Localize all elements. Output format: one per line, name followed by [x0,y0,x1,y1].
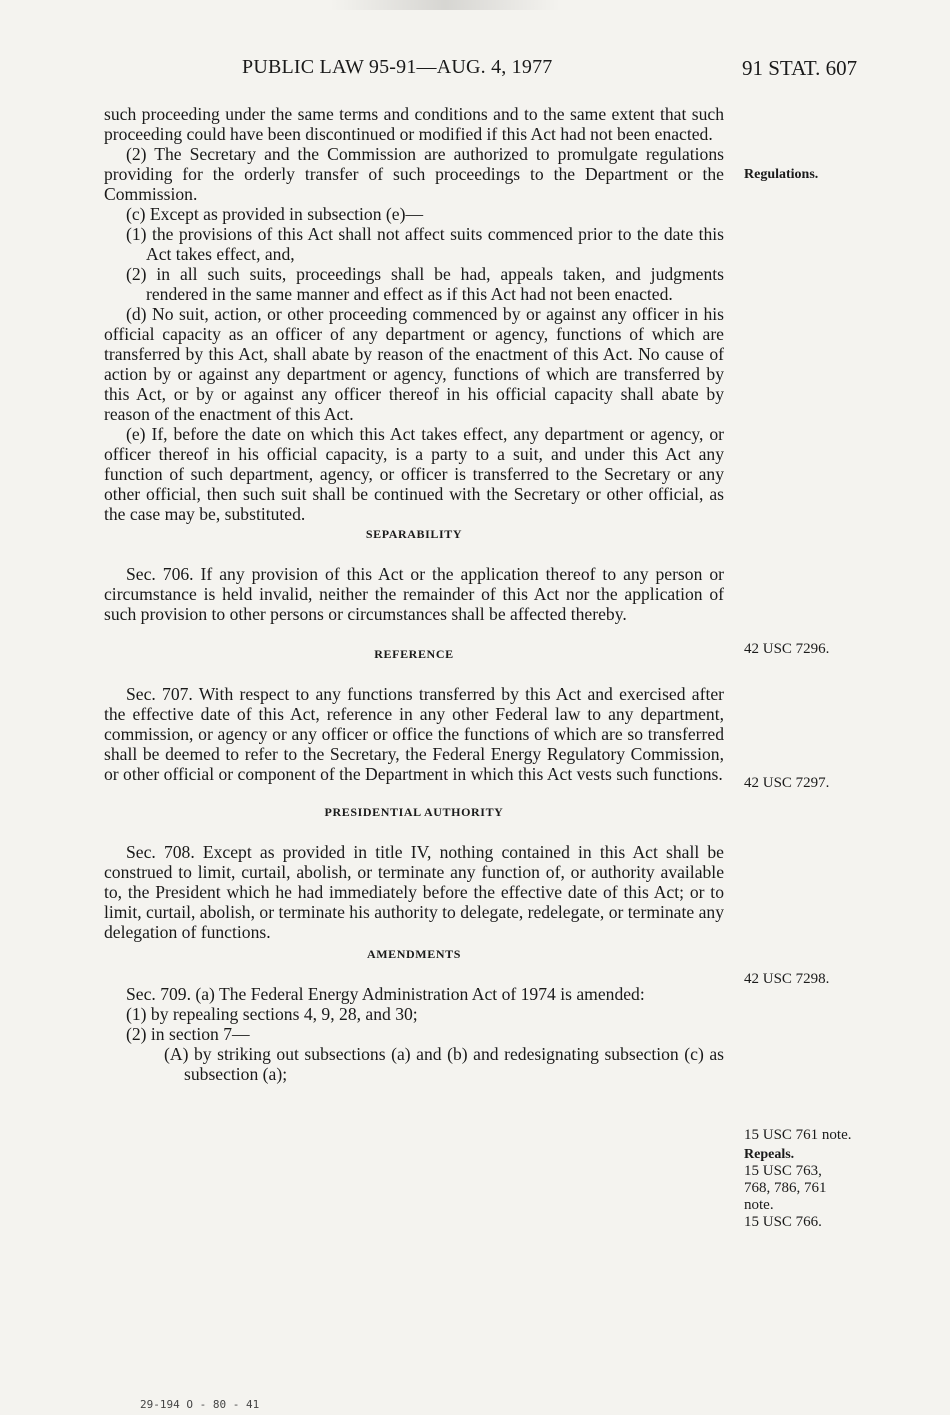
margin-note-usc: 42 USC 7296. [744,641,830,657]
margin-note-usc: note. [744,1197,774,1213]
paragraph: (A) by striking out subsections (a) and (b) and redesignating subsection (c) as subsection (a); [164,1044,724,1084]
margin-note-usc: 42 USC 7297. [744,775,830,791]
statute-page-number: 91 STAT. 607 [742,56,858,80]
section-heading-reference: REFERENCE [374,647,454,661]
margin-note-usc: 15 USC 763, [744,1163,822,1179]
section-heading-separability: SEPARABILITY [365,527,463,541]
paragraph: (2) The Secretary and the Commission are authorized to promulgate regulations providing for the orderly transfer of such proceedings to the Department or the Commission. [104,144,724,204]
paragraph: Sec. 709. (a) The Federal Energy Administration Act of 1974 is amended: [126,984,645,1004]
law-title: PUBLIC LAW 95-91—AUG. 4, 1977 [242,56,553,78]
body-text [104,104,724,1084]
paragraph: Sec. 706. If any provision of this Act or the application thereof to any person or circumstance is held invalid, neither the remainder of this Act nor the application of such provision to other persons or circumstances shall be affected thereby. [104,564,724,624]
paragraph: (c) Except as provided in subsection (e)— [126,204,424,224]
scan-smudge [330,0,560,10]
paragraph: (1) by repealing sections 4, 9, 28, and 30; [126,1004,418,1024]
section-heading-presidential-authority: PRESIDENTIAL AUTHORITY [324,805,504,819]
page-header [0,56,950,86]
section-heading-amendments: AMENDMENTS [366,947,461,961]
margin-note-repeals: Repeals. [744,1147,795,1162]
paragraph: Sec. 707. With respect to any functions transferred by this Act and exercised after the effective date of this Act, reference in any other Federal law to any department, commission, or agency or any officer or office the functions of which are so transferred shall be deemed to refer to the Secretary, the Federal Energy Regulatory Commission, or other official or component of the Department in which this Act vests such functions. [104,684,724,784]
margin-note-usc: 15 USC 761 note. [744,1127,852,1143]
margin-note-usc: 42 USC 7298. [744,971,830,987]
paragraph: such proceeding under the same terms and conditions and to the same extent that such proceeding could have been discontinued or modified if this Act had not been enacted. [104,104,724,144]
paragraph: (d) No suit, action, or other proceeding commenced by or against any officer in his official capacity as an officer of any department or agency, functions of which are transferred by this Act, shall abate by reason of the enactment of this Act. No cause of action by or against any department or agency, functions of which are transferred by this Act, or by or against any officer thereof in his official capacity shall abate by reason of the enactment of this Act. [104,304,724,424]
paragraph: (2) in section 7— [126,1024,250,1044]
margin-note-usc: 768, 786, 761 [744,1180,827,1196]
paragraph: (2) in all such suits, proceedings shall be had, appeals taken, and judgments rendered in the same manner and effect as if this Act had not been enacted. [126,264,724,304]
paragraph: Sec. 708. Except as provided in title IV, nothing contained in this Act shall be construed to limit, curtail, abolish, or terminate any function of, or authority available to, the President which he had immediately before the effective date of this Act; or to limit, curtail, abolish, or terminate his authority to delegate, redelegate, or terminate any delegation of functions. [104,842,724,942]
print-code-footer: 29-194 O - 80 - 41 [140,1398,260,1411]
paragraph: (1) the provisions of this Act shall not affect suits commenced prior to the date this Act takes effect, and, [126,224,724,264]
margin-note-usc: 15 USC 766. [744,1214,822,1230]
paragraph: (e) If, before the date on which this Act takes effect, any department or agency, or officer thereof in his official capacity, is a party to a suit, and under this Act any function of such department, agency, or officer is transferred to the Secretary or any other official, then such suit shall be continued with the Secretary or other official, as the case may be, substituted. [104,424,724,524]
margin-note-regulations: Regulations. [744,167,819,182]
